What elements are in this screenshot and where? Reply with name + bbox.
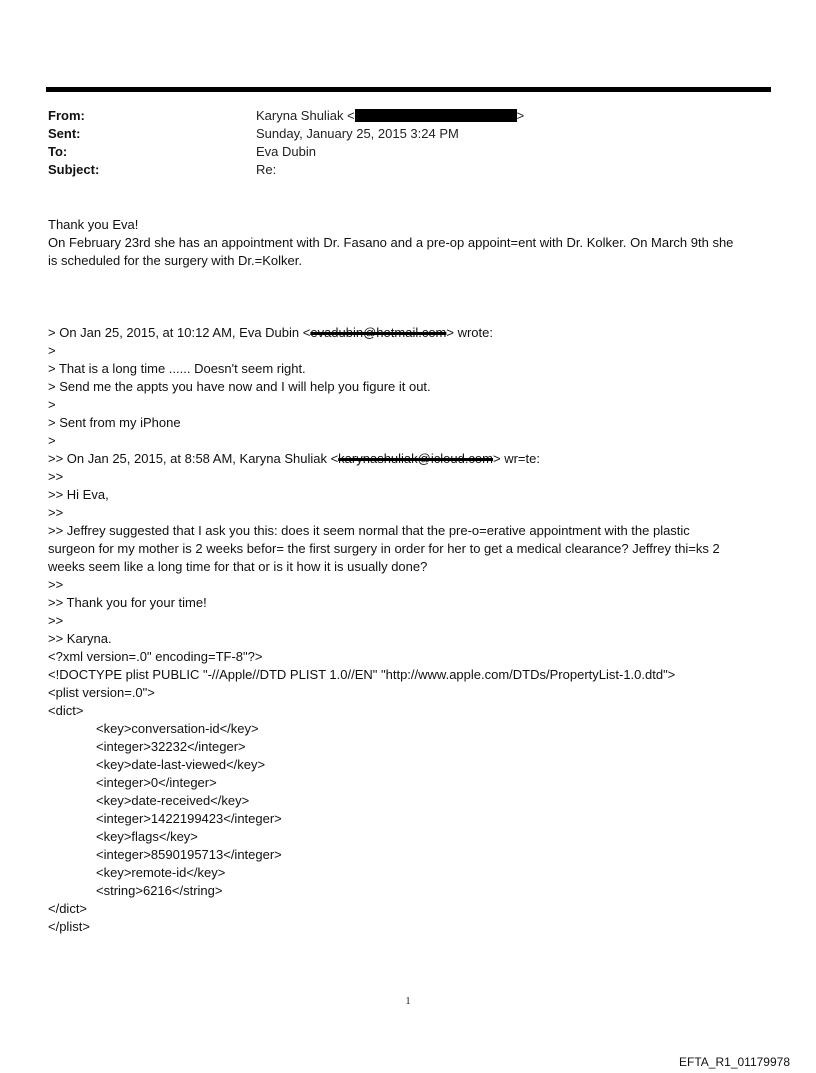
struck-email: karynashuliak@icloud.com xyxy=(338,451,493,466)
plist-line: </dict> xyxy=(48,901,88,916)
struck-email: evadubin@hotmail.com xyxy=(310,325,447,340)
subject-label: Subject: xyxy=(48,162,100,177)
quote-line: > Send me the appts you have now and I will help you figure it out. xyxy=(48,379,431,394)
from-row xyxy=(48,107,524,125)
quote-line: >> xyxy=(48,505,64,520)
quote-line: > That is a long time ...... Doesn't seem right. xyxy=(48,361,306,376)
body-line: On February 23rd she has an appointment with Dr. Fasano and a pre-op appoint=ent with Dr. Kolker. On March 9th she xyxy=(48,235,734,250)
quote-line: > xyxy=(48,397,56,412)
plist-entry: <key>remote-id</key> xyxy=(96,865,226,880)
greeting: Thank you Eva! xyxy=(48,217,139,232)
plist-entry: <integer>8590195713</integer> xyxy=(96,847,282,862)
to-label: To: xyxy=(48,144,68,159)
document-id: EFTA_R1_01179978 xyxy=(679,1055,790,1069)
quote-header-text: >> On Jan 25, 2015, at 8:58 AM, Karyna Shuliak < xyxy=(48,451,339,466)
redaction-bar xyxy=(355,109,517,122)
plist-line: <?xml version=.0" encoding=TF-8"?> xyxy=(48,649,263,664)
from-value xyxy=(256,107,524,125)
from-label: From: xyxy=(48,108,85,123)
body-line: is scheduled for the surgery with Dr.=Kolker. xyxy=(48,253,302,268)
quote-line: > xyxy=(48,343,56,358)
quote-line: >> xyxy=(48,613,64,628)
plist-line: <!DOCTYPE plist PUBLIC "-//Apple//DTD PLIST 1.0//EN" "http://www.apple.com/DTDs/PropertyList-1.0.dtd"> xyxy=(48,667,676,682)
quote-line: >> xyxy=(48,469,64,484)
quote-line: weeks seem like a long time for that or is it how it is usually done? xyxy=(48,559,428,574)
header-rule xyxy=(46,87,771,92)
quote-line: >> xyxy=(48,577,64,592)
quote-header-suffix: > wrote: xyxy=(446,325,493,340)
quote-header-text: > On Jan 25, 2015, at 10:12 AM, Eva Dubin < xyxy=(48,325,311,340)
plist-entry: <key>date-last-viewed</key> xyxy=(96,757,266,772)
quote-line: surgeon for my mother is 2 weeks befor= the first surgery in order for her to get a medical clearance? Jeffrey thi=ks 2 xyxy=(48,541,720,556)
quote-header xyxy=(48,324,773,342)
email-body xyxy=(48,216,773,936)
sent-value: Sunday, January 25, 2015 3:24 PM xyxy=(256,126,459,141)
from-name: Karyna Shuliak < xyxy=(256,108,355,123)
sent-label: Sent: xyxy=(48,126,81,141)
plist-line: <plist version=.0"> xyxy=(48,685,155,700)
quote-line: > xyxy=(48,433,56,448)
plist-line: <dict> xyxy=(48,703,84,718)
to-value: Eva Dubin xyxy=(256,144,316,159)
plist-entry: <integer>32232</integer> xyxy=(96,739,246,754)
to-row xyxy=(48,143,524,161)
quote-header xyxy=(48,450,773,468)
plist-entry: <integer>0</integer> xyxy=(96,775,217,790)
page-number: 1 xyxy=(405,996,411,1007)
plist-entry: <key>conversation-id</key> xyxy=(96,721,259,736)
quote-line: >> Thank you for your time! xyxy=(48,595,207,610)
from-suffix: > xyxy=(516,108,525,123)
subject-row xyxy=(48,161,524,179)
quote-line: >> Karyna. xyxy=(48,631,112,646)
plist-entry: <string>6216</string> xyxy=(96,883,223,898)
sent-row xyxy=(48,125,524,143)
plist-entry: <key>flags</key> xyxy=(96,829,198,844)
quote-line: >> Hi Eva, xyxy=(48,487,109,502)
plist-entry: <integer>1422199423</integer> xyxy=(96,811,282,826)
quote-header-suffix: > wr=te: xyxy=(493,451,540,466)
email-header xyxy=(48,107,524,179)
quote-line: > Sent from my iPhone xyxy=(48,415,181,430)
plist-line: </plist> xyxy=(48,919,90,934)
subject-value: Re: xyxy=(256,162,277,177)
quote-line: >> Jeffrey suggested that I ask you this: does it seem normal that the pre-o=erative appointment with the plastic xyxy=(48,523,690,538)
plist-entry: <key>date-received</key> xyxy=(96,793,250,808)
